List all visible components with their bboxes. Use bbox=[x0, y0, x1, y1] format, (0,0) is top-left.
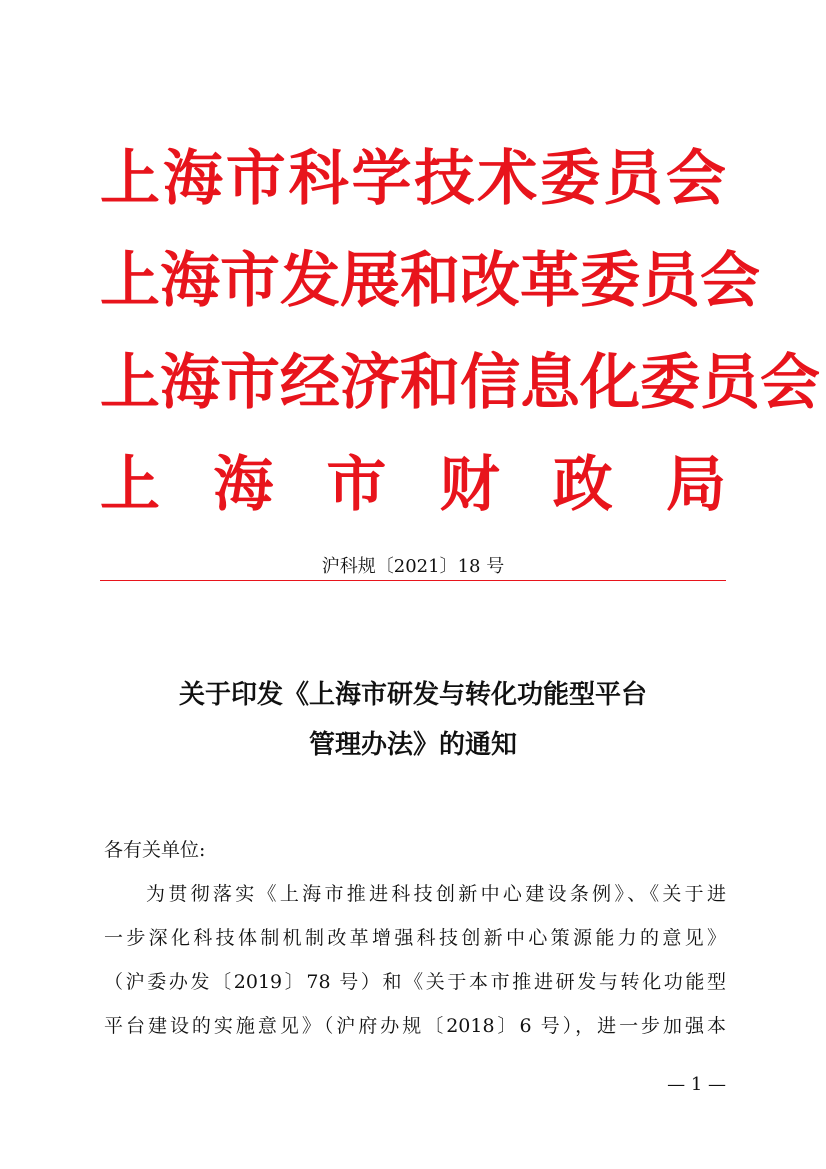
issuer-char: 济 bbox=[340, 348, 400, 418]
issuer-char: 上 bbox=[100, 144, 160, 214]
issuer-char: 政 bbox=[552, 450, 613, 520]
issuer-economy-informatization-commission bbox=[100, 332, 820, 434]
issuer-development-reform-commission bbox=[100, 230, 760, 332]
issuer-char: 财 bbox=[439, 450, 500, 520]
issuer-char: 委 bbox=[640, 348, 700, 418]
issuer-char: 委 bbox=[540, 144, 601, 214]
issuer-char: 市 bbox=[220, 246, 280, 316]
issuer-char: 委 bbox=[580, 246, 640, 316]
salutation: 各有关单位: bbox=[104, 839, 206, 861]
issuer-char: 市 bbox=[225, 144, 286, 214]
issuer-char: 息 bbox=[520, 348, 580, 418]
issuer-science-commission bbox=[100, 128, 726, 230]
issuer-char: 上 bbox=[100, 246, 160, 316]
issuer-char: 化 bbox=[580, 348, 640, 418]
issuer-char: 海 bbox=[162, 144, 223, 214]
issuer-char: 会 bbox=[700, 246, 760, 316]
issuer-char: 和 bbox=[400, 348, 460, 418]
red-divider-line bbox=[100, 580, 726, 581]
issuer-char: 会 bbox=[665, 144, 726, 214]
issuer-char: 市 bbox=[220, 348, 280, 418]
issuer-finance-bureau bbox=[100, 434, 726, 536]
document-body bbox=[104, 828, 726, 1048]
document-number: 沪科规〔2021〕18 号 bbox=[321, 556, 505, 577]
issuer-masthead bbox=[100, 128, 820, 536]
paragraph-line: 为贯彻落实《上海市推进科技创新中心建设条例》、《关于进 bbox=[146, 883, 726, 905]
issuer-char: 经 bbox=[280, 348, 340, 418]
issuer-char: 术 bbox=[477, 144, 538, 214]
issuer-char: 革 bbox=[520, 246, 580, 316]
title-line-1: 关于印发《上海市研发与转化功能型平台 bbox=[178, 680, 647, 710]
issuer-char: 改 bbox=[460, 246, 520, 316]
issuer-char: 海 bbox=[213, 450, 274, 520]
page-number: — 1 — bbox=[667, 1074, 726, 1095]
paragraph-line: 平台建设的实施意见》（沪府办规〔2018〕6 号），进一步加强本 bbox=[104, 1015, 726, 1037]
issuer-char: 局 bbox=[665, 450, 726, 520]
issuer-char: 信 bbox=[460, 348, 520, 418]
paragraph-line: （沪委办发〔2019〕78 号）和《关于本市推进研发与转化功能型 bbox=[104, 971, 726, 993]
issuer-char: 海 bbox=[160, 348, 220, 418]
issuer-char: 上 bbox=[100, 348, 160, 418]
issuer-char: 和 bbox=[400, 246, 460, 316]
issuer-char: 市 bbox=[326, 450, 387, 520]
issuer-char: 展 bbox=[340, 246, 400, 316]
paragraph-line: 一步深化科技体制机制改革增强科技创新中心策源能力的意见》 bbox=[104, 927, 726, 949]
document-title bbox=[100, 670, 726, 770]
issuer-char: 科 bbox=[288, 144, 349, 214]
issuer-char: 海 bbox=[160, 246, 220, 316]
issuer-char: 上 bbox=[100, 450, 160, 520]
issuer-char: 技 bbox=[414, 144, 475, 214]
issuer-char: 员 bbox=[603, 144, 663, 214]
issuer-char: 学 bbox=[351, 144, 412, 214]
issuer-char: 员 bbox=[700, 348, 760, 418]
issuer-char: 会 bbox=[760, 348, 820, 418]
issuer-char: 发 bbox=[280, 246, 340, 316]
title-line-2: 管理办法》的通知 bbox=[308, 730, 517, 760]
issuer-char: 员 bbox=[640, 246, 700, 316]
